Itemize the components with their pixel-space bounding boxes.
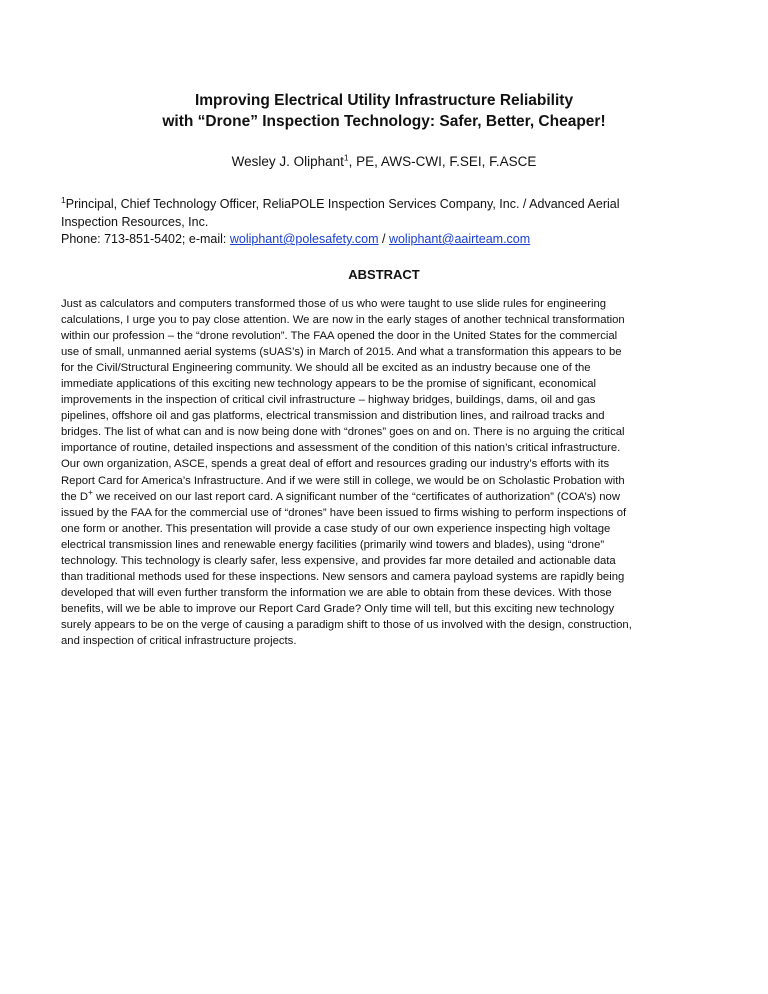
title-line-1: Improving Electrical Utility Infrastructure Reliability xyxy=(194,92,574,109)
contact-phone: Phone: 713-851-5402; e-mail: xyxy=(61,232,230,246)
abstract-line: calculations, I urge you to pay close attention. We are now in the early stages of another technical transformation xyxy=(61,314,625,327)
abstract-line: immediate applications of this exciting new technology appears to be the promise of significant, economical xyxy=(61,378,597,391)
abstract-line: electrical transmission lines and renewable energy facilities (primarily wind towers and blades), using “drone” xyxy=(61,538,605,551)
abstract-line: benefits, will we be able to improve our Report Card Grade? Only time will tell, but this exciting new technology xyxy=(61,602,615,615)
abstract-line: pipelines, offshore oil and gas platforms, electrical transmission and distribution lines, and railroad tracks and xyxy=(61,410,605,423)
title-line-2: with “Drone” Inspection Technology: Safer, Better, Cheaper! xyxy=(162,113,606,130)
abstract-line: issued by the FAA for the commercial use of “drones” have been issued to firms wishing to perform inspections of xyxy=(61,506,627,519)
affiliation-line-1: Principal, Chief Technology Officer, ReliaPOLE Inspection Services Company, Inc. / Advanced Aerial xyxy=(65,197,620,211)
affiliation-block xyxy=(61,196,711,249)
grade-text-after: we received on our last report card. A significant number of the “certificates of authorization” (COA’s) now xyxy=(92,490,620,503)
abstract-line: Report Card for America’s Infrastructure. And if we were still in college, we would be on Scholastic Probation with xyxy=(61,474,625,487)
abstract-line: Our own organization, ASCE, spends a great deal of effort and resources grading our industry’s efforts with its xyxy=(61,458,610,471)
abstract-line: surely appears to be on the verge of causing a paradigm shift to those of us involved with the design, construction, xyxy=(61,618,632,631)
abstract-line: than traditional methods used for these inspections. New sensors and camera payload systems are rapidly being xyxy=(61,570,625,583)
abstract-line: use of small, unmanned aerial systems (sUAS’s) in March of 2015. And what a transformation this appears to be xyxy=(61,346,622,359)
abstract-heading: ABSTRACT xyxy=(348,267,420,282)
abstract-line: one form or another. This presentation will provide a case study of our own experience inspecting high voltage xyxy=(61,522,611,535)
grade-superscript: + xyxy=(88,486,93,497)
grade-text-before: the D xyxy=(61,490,89,503)
abstract-line: improvements in the inspection of critical civil infrastructure – highway bridges, buildings, dams, oil and gas xyxy=(61,394,596,407)
abstract-line: for the Civil/Structural Engineering community. We should all be excited as an industry because one of the xyxy=(61,362,591,375)
abstract-body xyxy=(61,296,713,649)
abstract-line: importance of routine, detailed inspections and assessment of the condition of this nation’s critical infrastructure. xyxy=(61,442,621,455)
abstract-line: and inspection of critical infrastructure projects. xyxy=(61,634,297,647)
abstract-line-grade xyxy=(61,486,713,505)
author-line xyxy=(60,153,708,171)
abstract-line: Just as calculators and computers transformed those of us who were taught to use slide rules for engineering xyxy=(61,298,607,310)
abstract-line: within our profession – the “drone revolution”. The FAA opened the door in the United States for the commercial xyxy=(61,330,618,343)
author-credentials: , PE, AWS-CWI, F.SEI, F.ASCE xyxy=(348,154,537,169)
abstract-line: bridges. The list of what can and is now being done with “drones” goes on and on. There is no arguing the critical xyxy=(61,426,625,439)
email-separator: / xyxy=(378,232,389,246)
contact-line xyxy=(61,231,711,249)
paper-title xyxy=(60,90,708,132)
author-name: Wesley J. Oliphant xyxy=(231,154,344,169)
author-affiliation-marker: 1 xyxy=(343,152,349,163)
email-link-polesafety[interactable]: woliphant@polesafety.com xyxy=(229,232,379,246)
affiliation-line-2: Inspection Resources, Inc. xyxy=(61,214,209,229)
affiliation-marker: 1 xyxy=(61,194,66,205)
email-link-aairteam[interactable]: woliphant@aairteam.com xyxy=(388,232,531,246)
abstract-line: technology. This technology is clearly safer, less expensive, and provides far more detailed and actionable data xyxy=(61,554,616,567)
abstract-line: developed that will even further transform the information we are able to obtain from these devices. With those xyxy=(61,586,612,599)
